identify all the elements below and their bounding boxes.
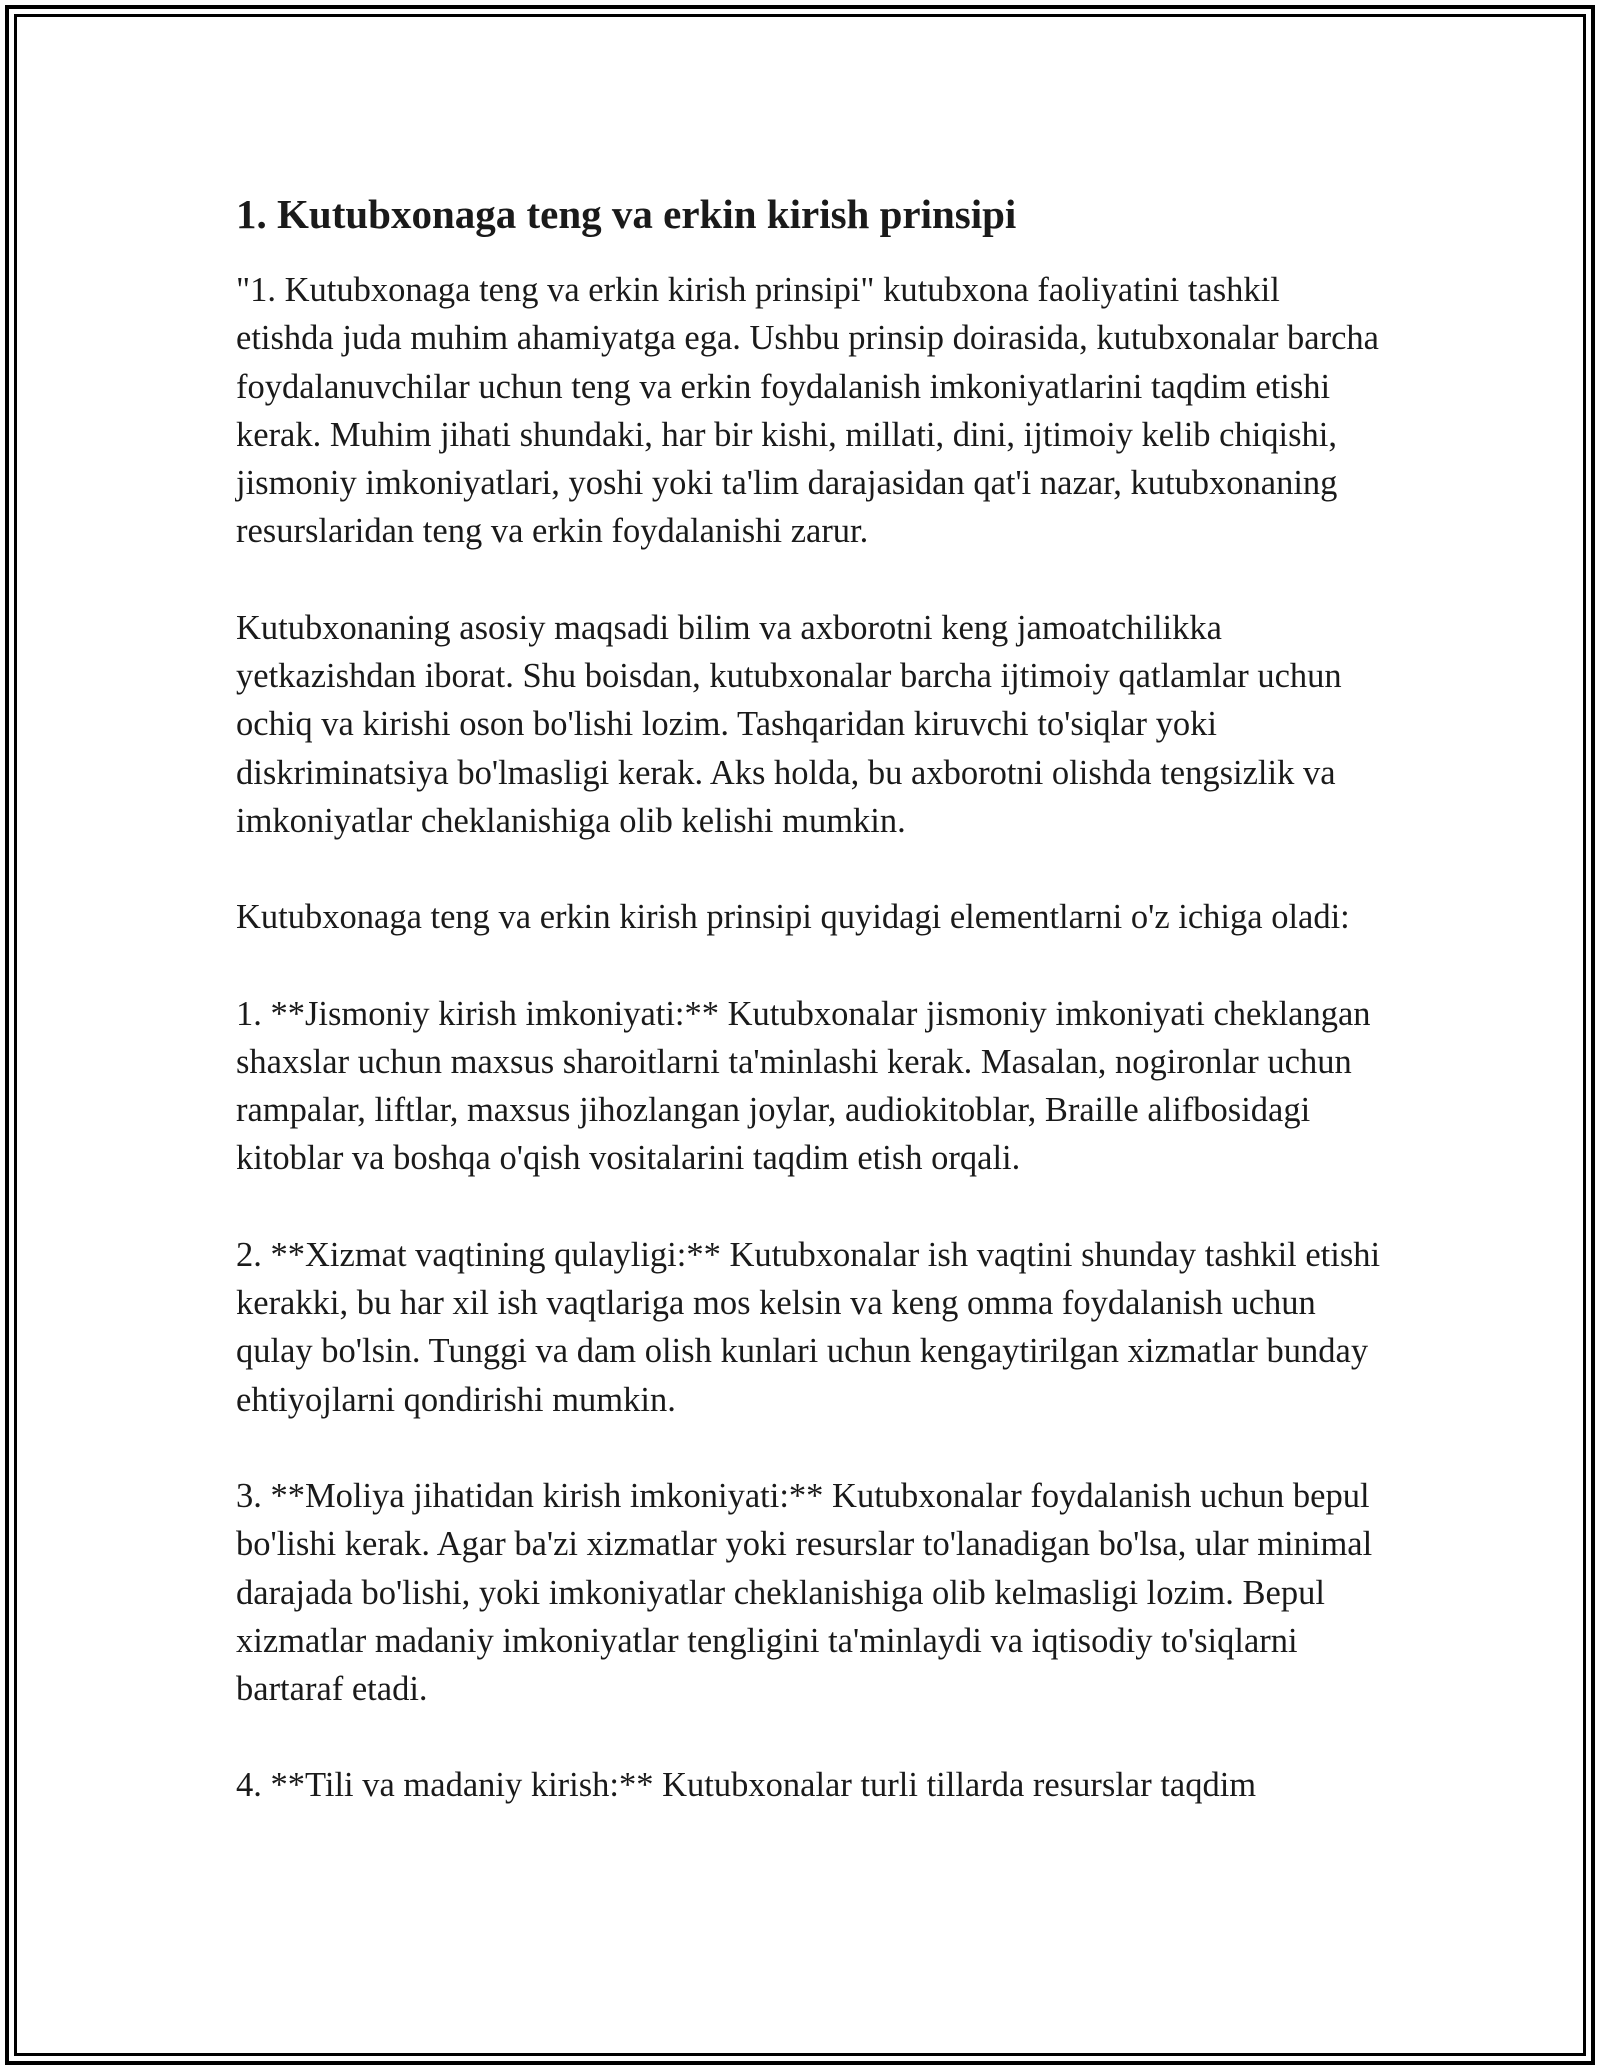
document-body <box>236 186 1386 1858</box>
paragraph-intro: "1. Kutubxonaga teng va erkin kirish prinsipi" kutubxona faoliyatini tashkil etishda juda muhim ahamiyatga ega. Ushbu prinsip doirasida, kutubxonalar barcha foydalanuvchilar uchun teng va erkin foydalanish imkoniyatlarini taqdim etishi kerak. Muhim jihati shundaki, har bir kishi, millati, dini, ijtimoiy kelib chiqishi, jismoniy imkoniyatlari, yoshi yoki ta'lim darajasidan qat'i nazar, kutubxonaning resurslaridan teng va erkin foydalanishi zarur. <box>236 271 1379 551</box>
document-title: 1. Kutubxonaga teng va erkin kirish prinsipi <box>236 191 1017 237</box>
list-item-financial-access: 3. **Moliya jihatidan kirish imkoniyati:** Kutubxonalar foydalanish uchun bepul bo'lishi kerak. Agar ba'zi xizmatlar yoki resurslar to'lanadigan bo'lsa, ular minimal darajada bo'lishi, yoki imkoniyatlar cheklanishiga olib kelmasligi lozim. Bepul xizmatlar madaniy imkoniyatlar tengligini ta'minlaydi va iqtisodiy to'siqlarni bartaraf etadi. <box>236 1476 1373 1709</box>
list-item-language-cultural-access: 4. **Tili va madaniy kirish:** Kutubxonalar turli tillarda resurslar taqdim <box>236 1766 1257 1805</box>
list-item-physical-access: 1. **Jismoniy kirish imkoniyati:** Kutubxonalar jismoniy imkoniyati cheklangan shaxslar uchun maxsus sharoitlarni ta'minlashi kerak. Masalan, nogironlar uchun rampalar, liftlar, maxsus jihozlangan joylar, audiokitoblar, Braille alifbosidagi kitoblar va boshqa o'qish vositalarini taqdim etish orqali. <box>236 994 1371 1178</box>
paragraph-purpose: Kutubxonaning asosiy maqsadi bilim va axborotni keng jamoatchilikka yetkazishdan iborat. Shu boisdan, kutubxonalar barcha ijtimoiy qatlamlar uchun ochiq va kirishi oson bo'lishi lozim. Tashqaridan kiruvchi to'siqlar yoki diskriminatsiya bo'lmasligi kerak. Aks holda, bu axborotni olishda tengsizlik va imkoniyatlar cheklanishiga olib kelishi mumkin. <box>236 608 1342 840</box>
list-item-service-hours: 2. **Xizmat vaqtining qulayligi:** Kutubxonalar ish vaqtini shunday tashkil etishi kerakki, bu har xil ish vaqtlariga mos kelsin va keng omma foydalanish uchun qulay bo'lsin. Tunggi va dam olish kunlari uchun kengaytirilgan xizmatlar bunday ehtiyojlarni qondirishi mumkin. <box>236 1235 1381 1419</box>
paragraph-elements-intro: Kutubxonaga teng va erkin kirish prinsipi quyidagi elementlarni o'z ichiga oladi: <box>236 898 1350 937</box>
